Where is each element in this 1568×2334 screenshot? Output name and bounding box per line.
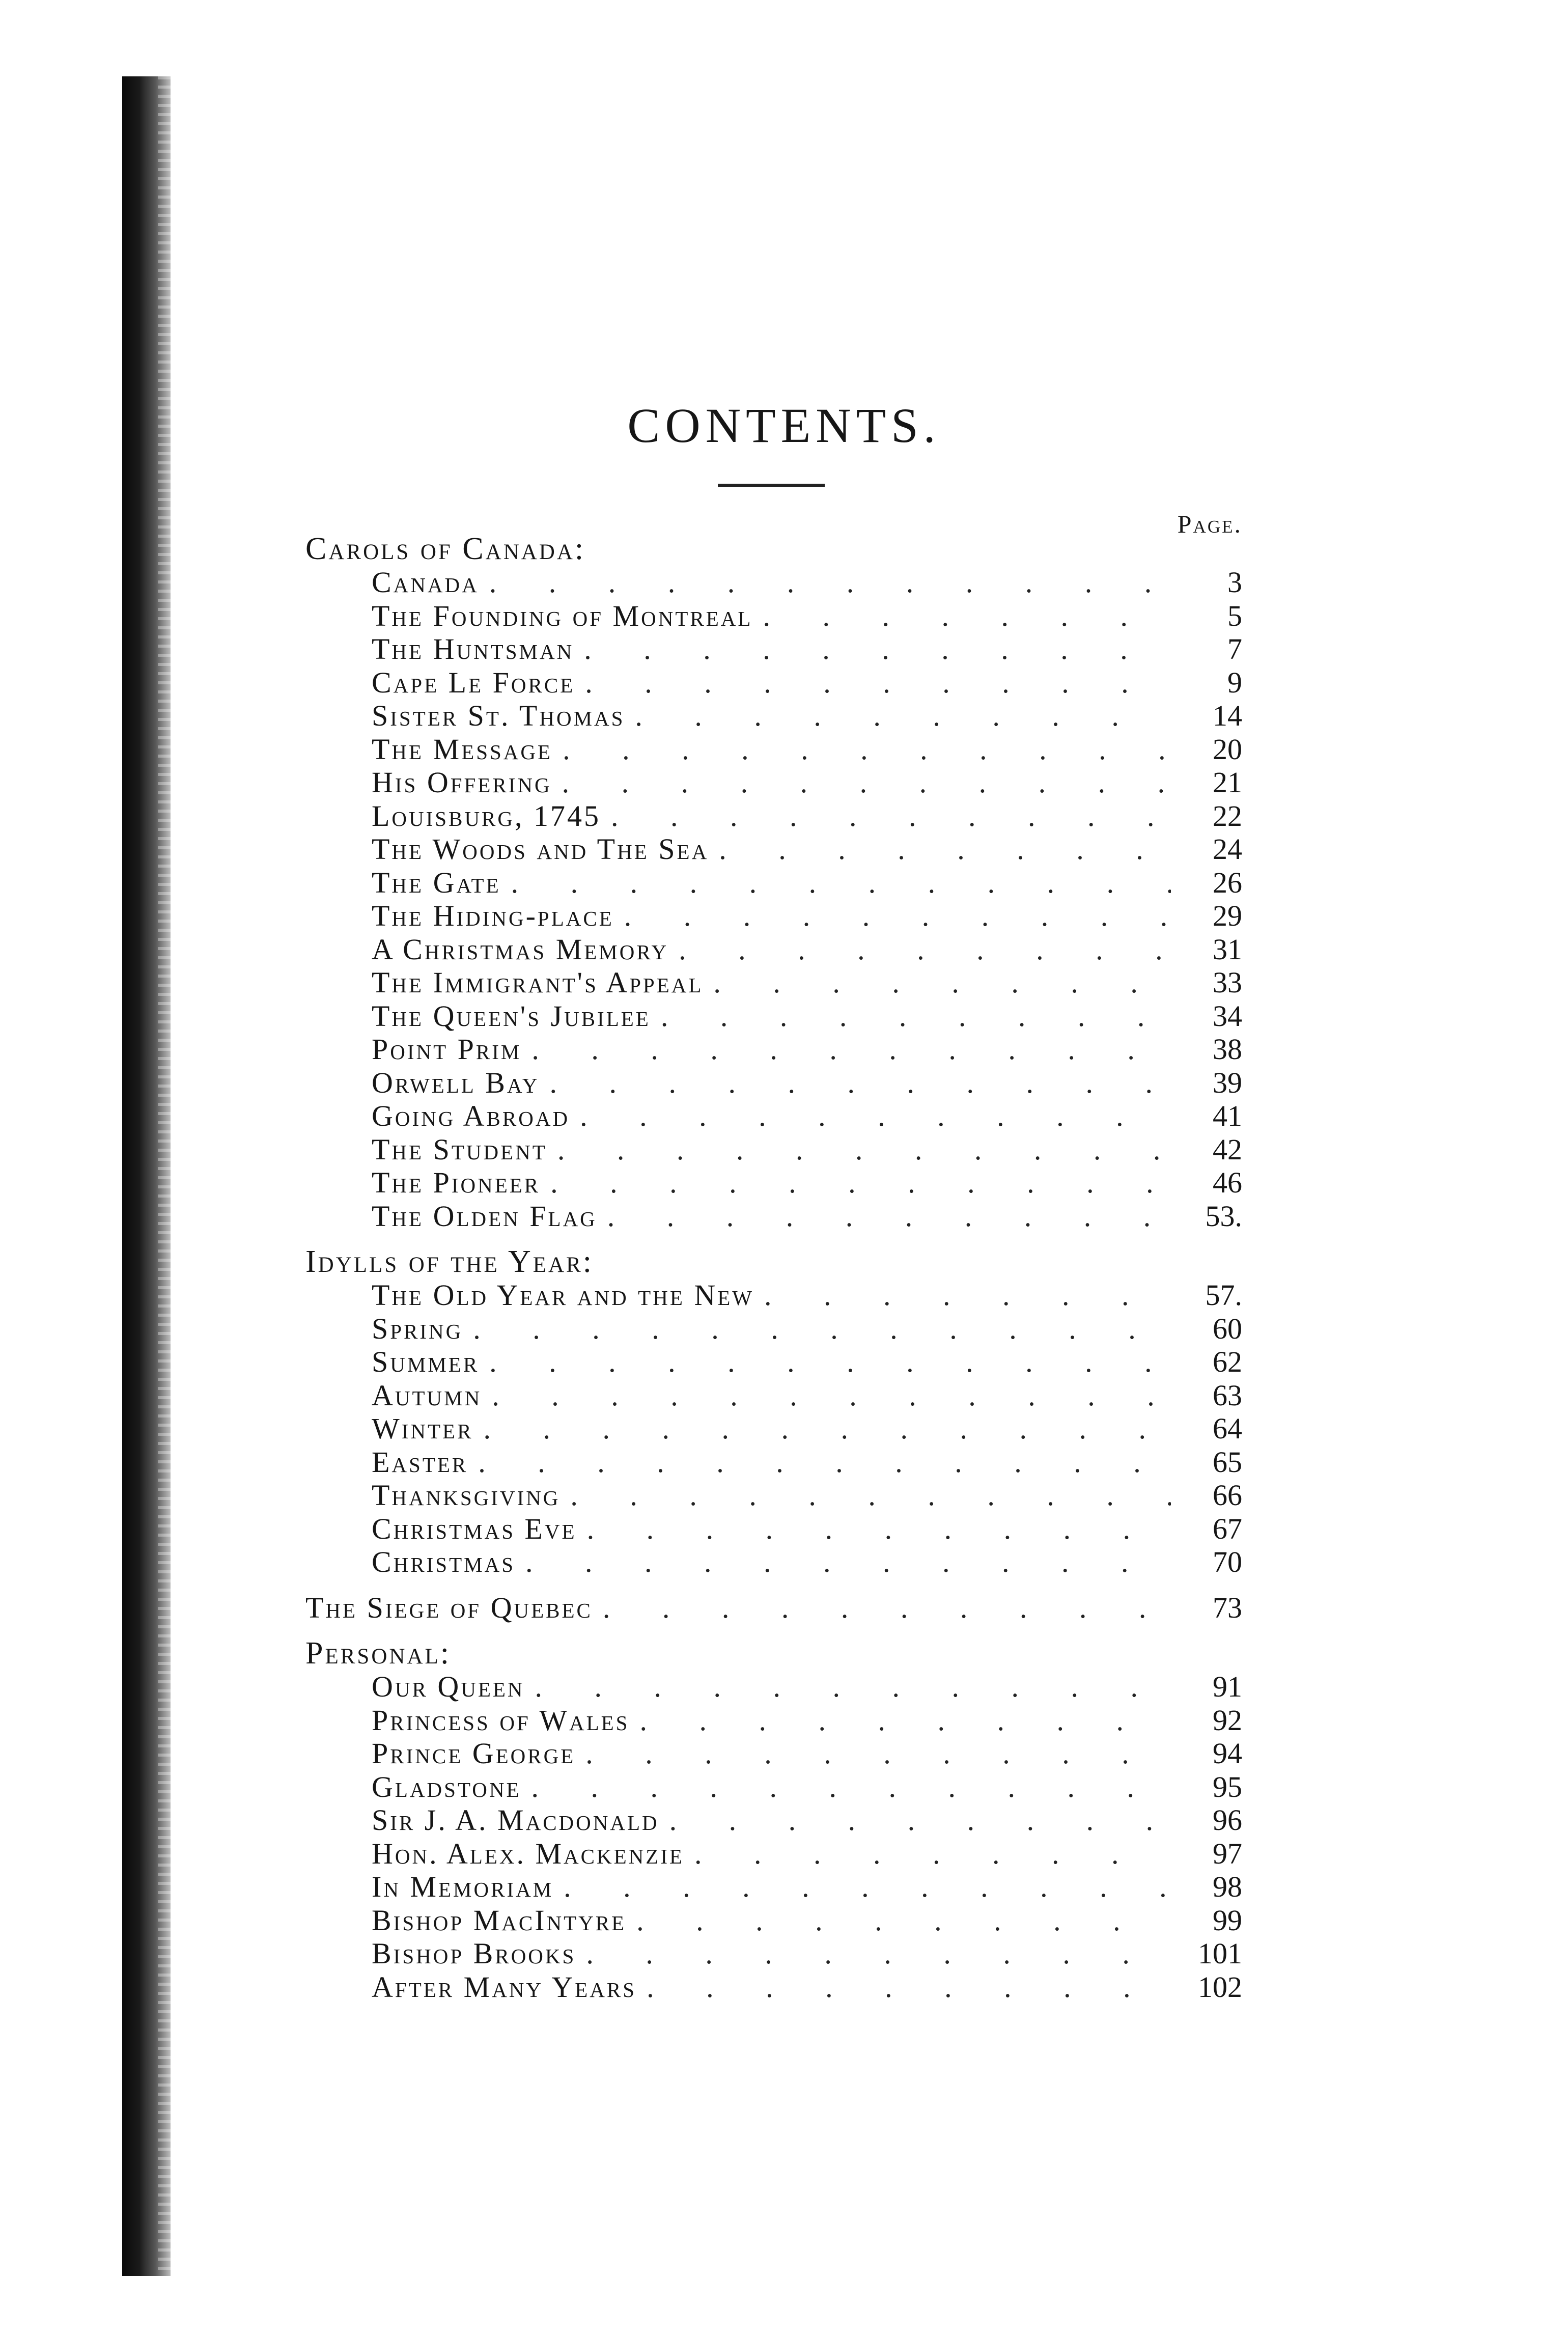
dot-leader [473,1412,1171,1446]
dot-leader [597,1200,1171,1233]
toc-entry[interactable] [305,999,1242,1033]
page-number: 102 [1198,1970,1242,2004]
toc-entry[interactable] [305,899,1242,933]
page-number: 31 [1213,932,1242,966]
dot-leader [575,666,1171,700]
entry-title: Going Abroad [372,1099,570,1132]
page-number: 97 [1213,1837,1242,1870]
entry-title: Our Queen [372,1670,525,1703]
toc-entry[interactable] [305,1770,1242,1804]
dot-leader [560,1479,1171,1512]
page-number: 14 [1213,699,1242,732]
section-heading-carols-of-canada: Carols of Canada: [305,532,586,566]
entry-title: Princess of Wales [372,1703,630,1737]
page-number: 22 [1213,799,1242,832]
entry-title: In Memoriam [372,1870,554,1903]
page-number: 66 [1213,1479,1242,1512]
entry-title: Hon. Alex. Mackenzie [372,1837,685,1870]
page-number: 98 [1213,1870,1242,1903]
page-number: 65 [1213,1445,1242,1479]
toc-entry[interactable] [305,1591,1242,1625]
toc-entry[interactable] [305,866,1242,900]
toc-entry[interactable] [305,966,1242,999]
toc-entry[interactable] [305,1512,1242,1546]
toc-entry[interactable] [305,1312,1242,1346]
dot-leader [601,799,1171,833]
toc-entry[interactable] [305,1870,1242,1904]
entry-title: Winter [372,1412,473,1445]
title-rule [718,484,825,487]
dot-leader [709,832,1171,866]
page-number: 38 [1213,1033,1242,1066]
page-number: 34 [1213,999,1242,1033]
entry-title: Bishop Brooks [372,1937,576,1970]
entry-title: Sir J. A. Macdonald [372,1803,659,1837]
entry-title: The Hiding-place [372,899,614,932]
dot-leader [547,1133,1171,1166]
toc-entry[interactable] [305,799,1242,833]
dot-leader [629,1704,1171,1737]
page-title: CONTENTS. [627,398,941,453]
page-number: 42 [1213,1132,1242,1166]
dot-leader [521,1770,1171,1804]
toc-entry[interactable] [305,632,1242,666]
dot-leader [626,1904,1171,1937]
dot-leader [482,1379,1171,1412]
toc-entry[interactable] [305,1446,1242,1479]
toc-entry[interactable] [305,1133,1242,1166]
dot-leader [540,1166,1171,1200]
toc-entry[interactable] [305,1279,1242,1312]
page-number: 70 [1213,1545,1242,1578]
toc-entry[interactable] [305,933,1242,966]
entry-title: The Queen's Jubilee [372,999,651,1033]
dot-leader [574,632,1171,666]
entry-title: Cape Le Force [372,665,575,699]
dot-leader [515,1545,1171,1579]
page-number: 21 [1213,766,1242,799]
table-of-contents [305,532,1242,2004]
dot-leader [614,899,1171,933]
page-number: 94 [1213,1737,1242,1770]
page-number: 99 [1213,1903,1242,1937]
entry-title: The Woods and The Sea [372,832,709,866]
toc-entry[interactable] [305,1412,1242,1446]
toc-entry[interactable] [305,1670,1242,1704]
toc-entry[interactable] [305,1033,1242,1066]
toc-entry[interactable] [305,1379,1242,1412]
page-number: 41 [1213,1099,1242,1132]
entry-title: Thanksgiving [372,1479,561,1512]
page-number: 64 [1213,1412,1242,1445]
entry-title: The Olden Flag [372,1199,597,1233]
page-number: 91 [1213,1670,1242,1703]
entry-title: After Many Years [372,1970,637,2004]
entry-title: A Christmas Memory [372,932,669,966]
dot-leader [521,1033,1171,1066]
page-number: 39 [1213,1066,1242,1099]
entry-title: Orwell Bay [372,1066,540,1099]
page-number: 20 [1213,732,1242,766]
toc-entry[interactable] [305,733,1242,766]
page-number: 24 [1213,832,1242,866]
dot-leader [651,999,1171,1033]
entry-title: The Pioneer [372,1166,541,1199]
entry-title: Sister St. Thomas [372,699,625,732]
toc-entry[interactable] [305,699,1242,733]
entry-title: The Founding of Montreal [372,599,753,632]
toc-entry[interactable] [305,1200,1242,1233]
dot-leader [479,1345,1171,1379]
page-number: 63 [1213,1378,1242,1412]
entry-title: Bishop MacIntyre [372,1903,627,1937]
dot-leader [754,1279,1171,1312]
entry-title: The Student [372,1132,547,1166]
toc-entry[interactable] [305,599,1242,633]
dot-leader [752,599,1171,633]
section-heading-personal: Personal: [305,1636,451,1671]
dot-leader [525,1670,1171,1704]
entry-title: Point Prim [372,1033,522,1066]
toc-entry[interactable] [305,1066,1242,1100]
page-number: 9 [1227,665,1242,699]
page-number: 53. [1205,1199,1242,1233]
page-number: 46 [1213,1166,1242,1199]
toc-entry[interactable] [305,1937,1242,1970]
toc-entry[interactable] [305,1166,1242,1200]
toc-entry[interactable] [305,1904,1242,1937]
dot-leader [668,933,1171,966]
entry-title: His Offering [372,766,552,799]
entry-title: Easter [372,1445,468,1479]
toc-entry[interactable] [305,766,1242,799]
dot-leader [479,566,1171,599]
toc-entry[interactable] [305,666,1242,700]
entry-title: Gladstone [372,1770,521,1803]
dot-leader [703,966,1171,999]
toc-entry[interactable] [305,1803,1242,1837]
entry-title: The Huntsman [372,632,574,665]
page-number: 60 [1213,1312,1242,1345]
entry-title: Autumn [372,1378,482,1412]
page-number: 26 [1213,866,1242,899]
entry-title: Prince George [372,1737,576,1770]
dot-leader [501,866,1171,900]
entry-title: Christmas Eve [372,1512,577,1545]
entry-title: The Old Year and the New [372,1279,754,1312]
toc-entry[interactable] [305,1099,1242,1133]
dot-leader [570,1099,1171,1133]
entry-title: Canada [372,566,479,599]
toc-entry[interactable] [305,1704,1242,1737]
toc-entry[interactable] [305,832,1242,866]
toc-entry[interactable] [305,1970,1242,2004]
entry-title: Spring [372,1312,463,1345]
page-number: 73 [1213,1591,1242,1624]
dot-leader [552,766,1171,799]
toc-entry[interactable] [305,1479,1242,1512]
page-number: 7 [1227,632,1242,665]
entry-title: Christmas [372,1545,516,1578]
dot-leader [636,1970,1171,2004]
dot-leader [468,1446,1171,1479]
page-number: 62 [1213,1345,1242,1378]
dot-leader [463,1312,1171,1346]
page-number: 29 [1213,899,1242,932]
page-column-label: Page. [1177,510,1242,538]
page-number: 57. [1205,1279,1242,1312]
dot-leader [593,1591,1171,1625]
toc-entry[interactable] [305,566,1242,599]
toc-entry[interactable] [305,1837,1242,1871]
dot-leader [575,1737,1171,1770]
section-heading-idylls-of-the-year: Idylls of the Year: [305,1244,594,1279]
dot-leader [684,1837,1171,1871]
toc-entry[interactable] [305,1345,1242,1379]
dot-leader [553,1870,1171,1904]
dot-leader [539,1066,1171,1100]
entry-title: The Gate [372,866,501,899]
dot-leader [577,1512,1171,1546]
page-number: 33 [1213,966,1242,999]
entry-title: Summer [372,1345,480,1378]
page-number: 5 [1227,599,1242,632]
toc-entry[interactable] [305,1545,1242,1579]
entry-title: The Immigrant's Appeal [372,966,704,999]
page-number: 67 [1213,1512,1242,1545]
dot-leader [659,1803,1171,1837]
page-number: 101 [1198,1937,1242,1970]
page-number: 92 [1213,1703,1242,1737]
toc-entry[interactable] [305,1737,1242,1770]
entry-title: The Message [372,732,553,766]
dot-leader [576,1937,1171,1970]
entry-title: The Siege of Quebec [305,1591,593,1624]
page-number: 95 [1213,1770,1242,1803]
entry-title: Louisburg, 1745 [372,799,601,832]
dot-leader [552,733,1171,766]
page-number: 96 [1213,1803,1242,1837]
page-number: 3 [1227,566,1242,599]
dot-leader [625,699,1171,733]
